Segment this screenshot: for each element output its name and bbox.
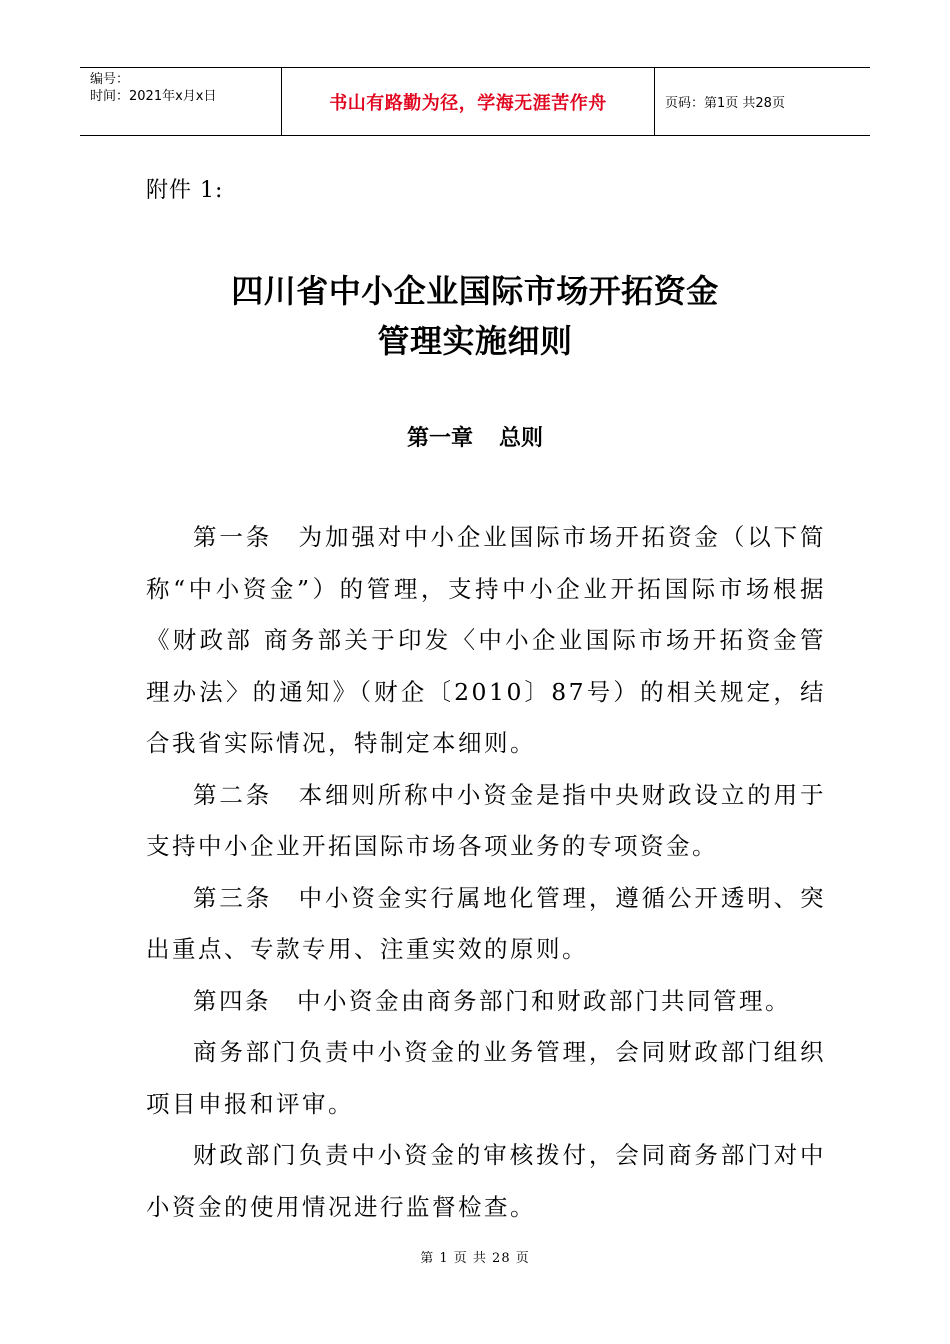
time-label: 时间：2021年x月x日 (90, 89, 217, 104)
number-label: 编号： (90, 72, 130, 87)
header-meta-cell (80, 68, 282, 135)
page-info: 页码：第1页 共28页 (665, 96, 785, 111)
paragraph-article-2: 第二条 本细则所称中小资金是指中央财政设立的用于支持中小企业开拓国际市场各项业务的专项资金。 (146, 780, 826, 860)
header-page-cell (655, 68, 870, 135)
document-title-line1: 四川省中小企业国际市场开拓资金 (231, 272, 719, 310)
motto-text: 书山有路勤为径，学海无涯苦作舟 (329, 92, 607, 114)
chapter-number: 第一章 (406, 426, 473, 451)
chapter-heading (0, 421, 950, 452)
document-title-line2: 管理实施细则 (377, 322, 573, 360)
paragraph-article-3: 第三条 中小资金实行属地化管理，遵循公开透明、突出重点、专款专用、注重实效的原则。 (146, 883, 826, 963)
chapter-name: 总则 (499, 426, 544, 451)
header-table (80, 67, 870, 136)
paragraph-article-4: 第四条 中小资金由商务部门和财政部门共同管理。 (193, 986, 791, 1015)
page-footer: 第 1 页 共 28 页 (420, 1251, 530, 1266)
paragraph-finance-dept: 财政部门负责中小资金的审核拨付，会同商务部门对中小资金的使用情况进行监督检查。 (146, 1141, 826, 1221)
attachment-label: 附件 1: (146, 178, 224, 203)
header-motto-cell (282, 68, 655, 135)
document-body (146, 512, 826, 1233)
paragraph-article-1: 第一条 为加强对中小企业国际市场开拓资金（以下简称“中小资金”）的管理，支持中小企业开拓国际市场根据《财政部 商务部关于印发〈中小企业国际市场开拓资金管理办法〉的通知》（财企〔2010〕87号）的相关规定，结合我省实际情况，特制定本细则。 (146, 523, 826, 757)
paragraph-commerce-dept: 商务部门负责中小资金的业务管理，会同财政部门组织项目申报和评审。 (146, 1038, 826, 1118)
